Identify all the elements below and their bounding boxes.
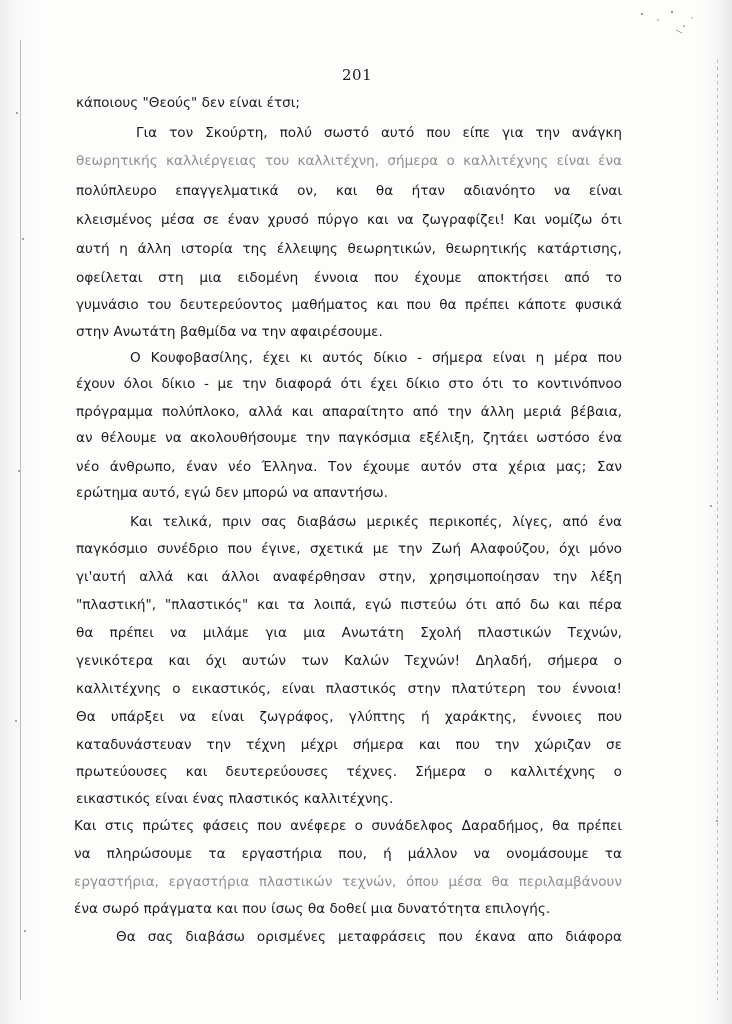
- text-line: ένα σωρό πράγματα και που ίσως θα δοθεί μια δυνατότητα επιλογής.: [74, 901, 551, 917]
- text-line: πρόγραμμα πολύπλοκο, αλλά και απαραίτητο από την άλλη μεριά βέβαια,: [76, 404, 622, 420]
- scan-speck: [15, 720, 17, 722]
- text-line: έχουν όλοι δίκιο - με την διαφορά ότι έχει δίκιο στο ότι το κοντινόπνοο: [76, 376, 622, 392]
- text-line: γι'αυτή αλλά και άλλοι αναφέρθησαν στην, χρησιμοποίησαν την λέξη: [76, 569, 622, 585]
- text-line: εικαστικός είναι ένας πλαστικός καλλιτέχνης.: [76, 791, 394, 807]
- text-line: εργαστήρια, εργαστήρια πλαστικών τεχνών, όπου μέσα θα περιλαμβάνουν: [74, 874, 622, 890]
- text-line: πολύπλευρο επαγγελματικά ον, και θα ήταν αδιανόητο να είναι: [76, 183, 622, 199]
- scan-speck: [18, 470, 20, 472]
- text-line: κλεισμένος μέσα σε έναν χρυσό πύργο και να ζωγραφίζει! Και νομίζω ότι: [76, 212, 622, 228]
- scan-speck: [22, 238, 24, 240]
- scan-noise-marks: [632, 8, 702, 48]
- text-line: στην Ανωτάτη βαθμίδα να την αφαιρέσουμε.: [76, 324, 383, 340]
- text-line: Ο Κουφοβασίλης, έχει κι αυτός δίκιο - σήμερα είναι η μέρα που: [130, 350, 622, 366]
- text-line: γενικότερα και όχι αυτών των Καλών Τεχνών! Δηλαδή, σήμερα ο: [76, 653, 622, 669]
- text-line: θεωρητικής καλλιέργειας του καλλιτέχνη, σήμερα ο καλλιτέχνης είναι ένα: [76, 153, 622, 169]
- text-line: θα πρέπει να μιλάμε για μια Ανωτάτη Σχολή πλαστικών Τεχνών,: [76, 625, 622, 641]
- scan-speck: [24, 930, 26, 932]
- page-number: 201: [342, 66, 373, 84]
- text-line: οφείλεται στη μια ειδομένη έννοια που έχουμε αποκτήσει από το: [76, 270, 622, 286]
- scan-speck: [710, 505, 712, 507]
- page-edge-line-left: [20, 40, 21, 1000]
- text-line: παγκόσμιο συνέδριο που έγινε, σχετικά με την Ζωή Αλαφούζου, όχι μόνο: [76, 541, 622, 557]
- text-line: νέο άνθρωπο, έναν νέο Έλληνα. Τον έχουμε αυτόν στα χέρια μας; Σαν: [76, 459, 622, 475]
- page-edge-line-right: [717, 60, 718, 1000]
- text-line: ερώτημα αυτό, εγώ δεν μπορώ να απαντήσω.: [76, 485, 388, 501]
- text-line: Και στις πρώτες φάσεις που ανέφερε ο συνάδελφος Δαραδήμος, θα πρέπει: [74, 818, 622, 834]
- scan-speck: [16, 112, 18, 114]
- text-line: Για τον Σκούρτη, πολύ σωστό αυτό που είπε για την ανάγκη: [136, 125, 622, 141]
- text-line: αν θέλουμε να ακολουθήσουμε την παγκόσμια εξέλιξη, ζητάει ωστόσο ένα: [76, 430, 622, 446]
- text-line: πρωτεύουσες και δευτερεύουσες τέχνες. Σήμερα ο καλλιτέχνης ο: [76, 764, 622, 780]
- text-line: αυτή η άλλη ιστορία της έλλειψης θεωρητικών, θεωρητικής κατάρτισης,: [76, 241, 622, 257]
- text-line: Και τελικά, πριν σας διαβάσω μερικές περικοπές, λίγες, από ένα: [130, 514, 622, 530]
- text-line: Θα υπάρξει να είναι ζωγράφος, γλύπτης ή χαράκτης, έννοιες που: [76, 709, 622, 725]
- scan-speck: [716, 820, 718, 822]
- text-line: καταδυνάστευαν την τέχνη μέχρι σήμερα και που την χώριζαν σε: [76, 737, 622, 753]
- text-line: "πλαστική", "πλαστικός" και τα λοιπά, εγώ πιστεύω ότι από δω και πέρα: [76, 597, 622, 613]
- text-line: κάποιους "Θεούς" δεν είναι έτσι;: [76, 95, 300, 111]
- text-line: να πληρώσουμε τα εργαστήρια που, ή μάλλον να ονομάσουμε τα: [74, 846, 622, 862]
- text-line: γυμνάσιο του δευτερεύοντος μαθήματος και που θα πρέπει κάποτε φυσικά: [76, 297, 622, 313]
- text-line: καλλιτέχνης ο εικαστικός, είναι πλαστικός στην πλατύτερη του έννοια!: [76, 681, 622, 697]
- text-line: Θα σας διαβάσω ορισμένες μεταφράσεις που έκανα απο διάφορα: [116, 929, 622, 945]
